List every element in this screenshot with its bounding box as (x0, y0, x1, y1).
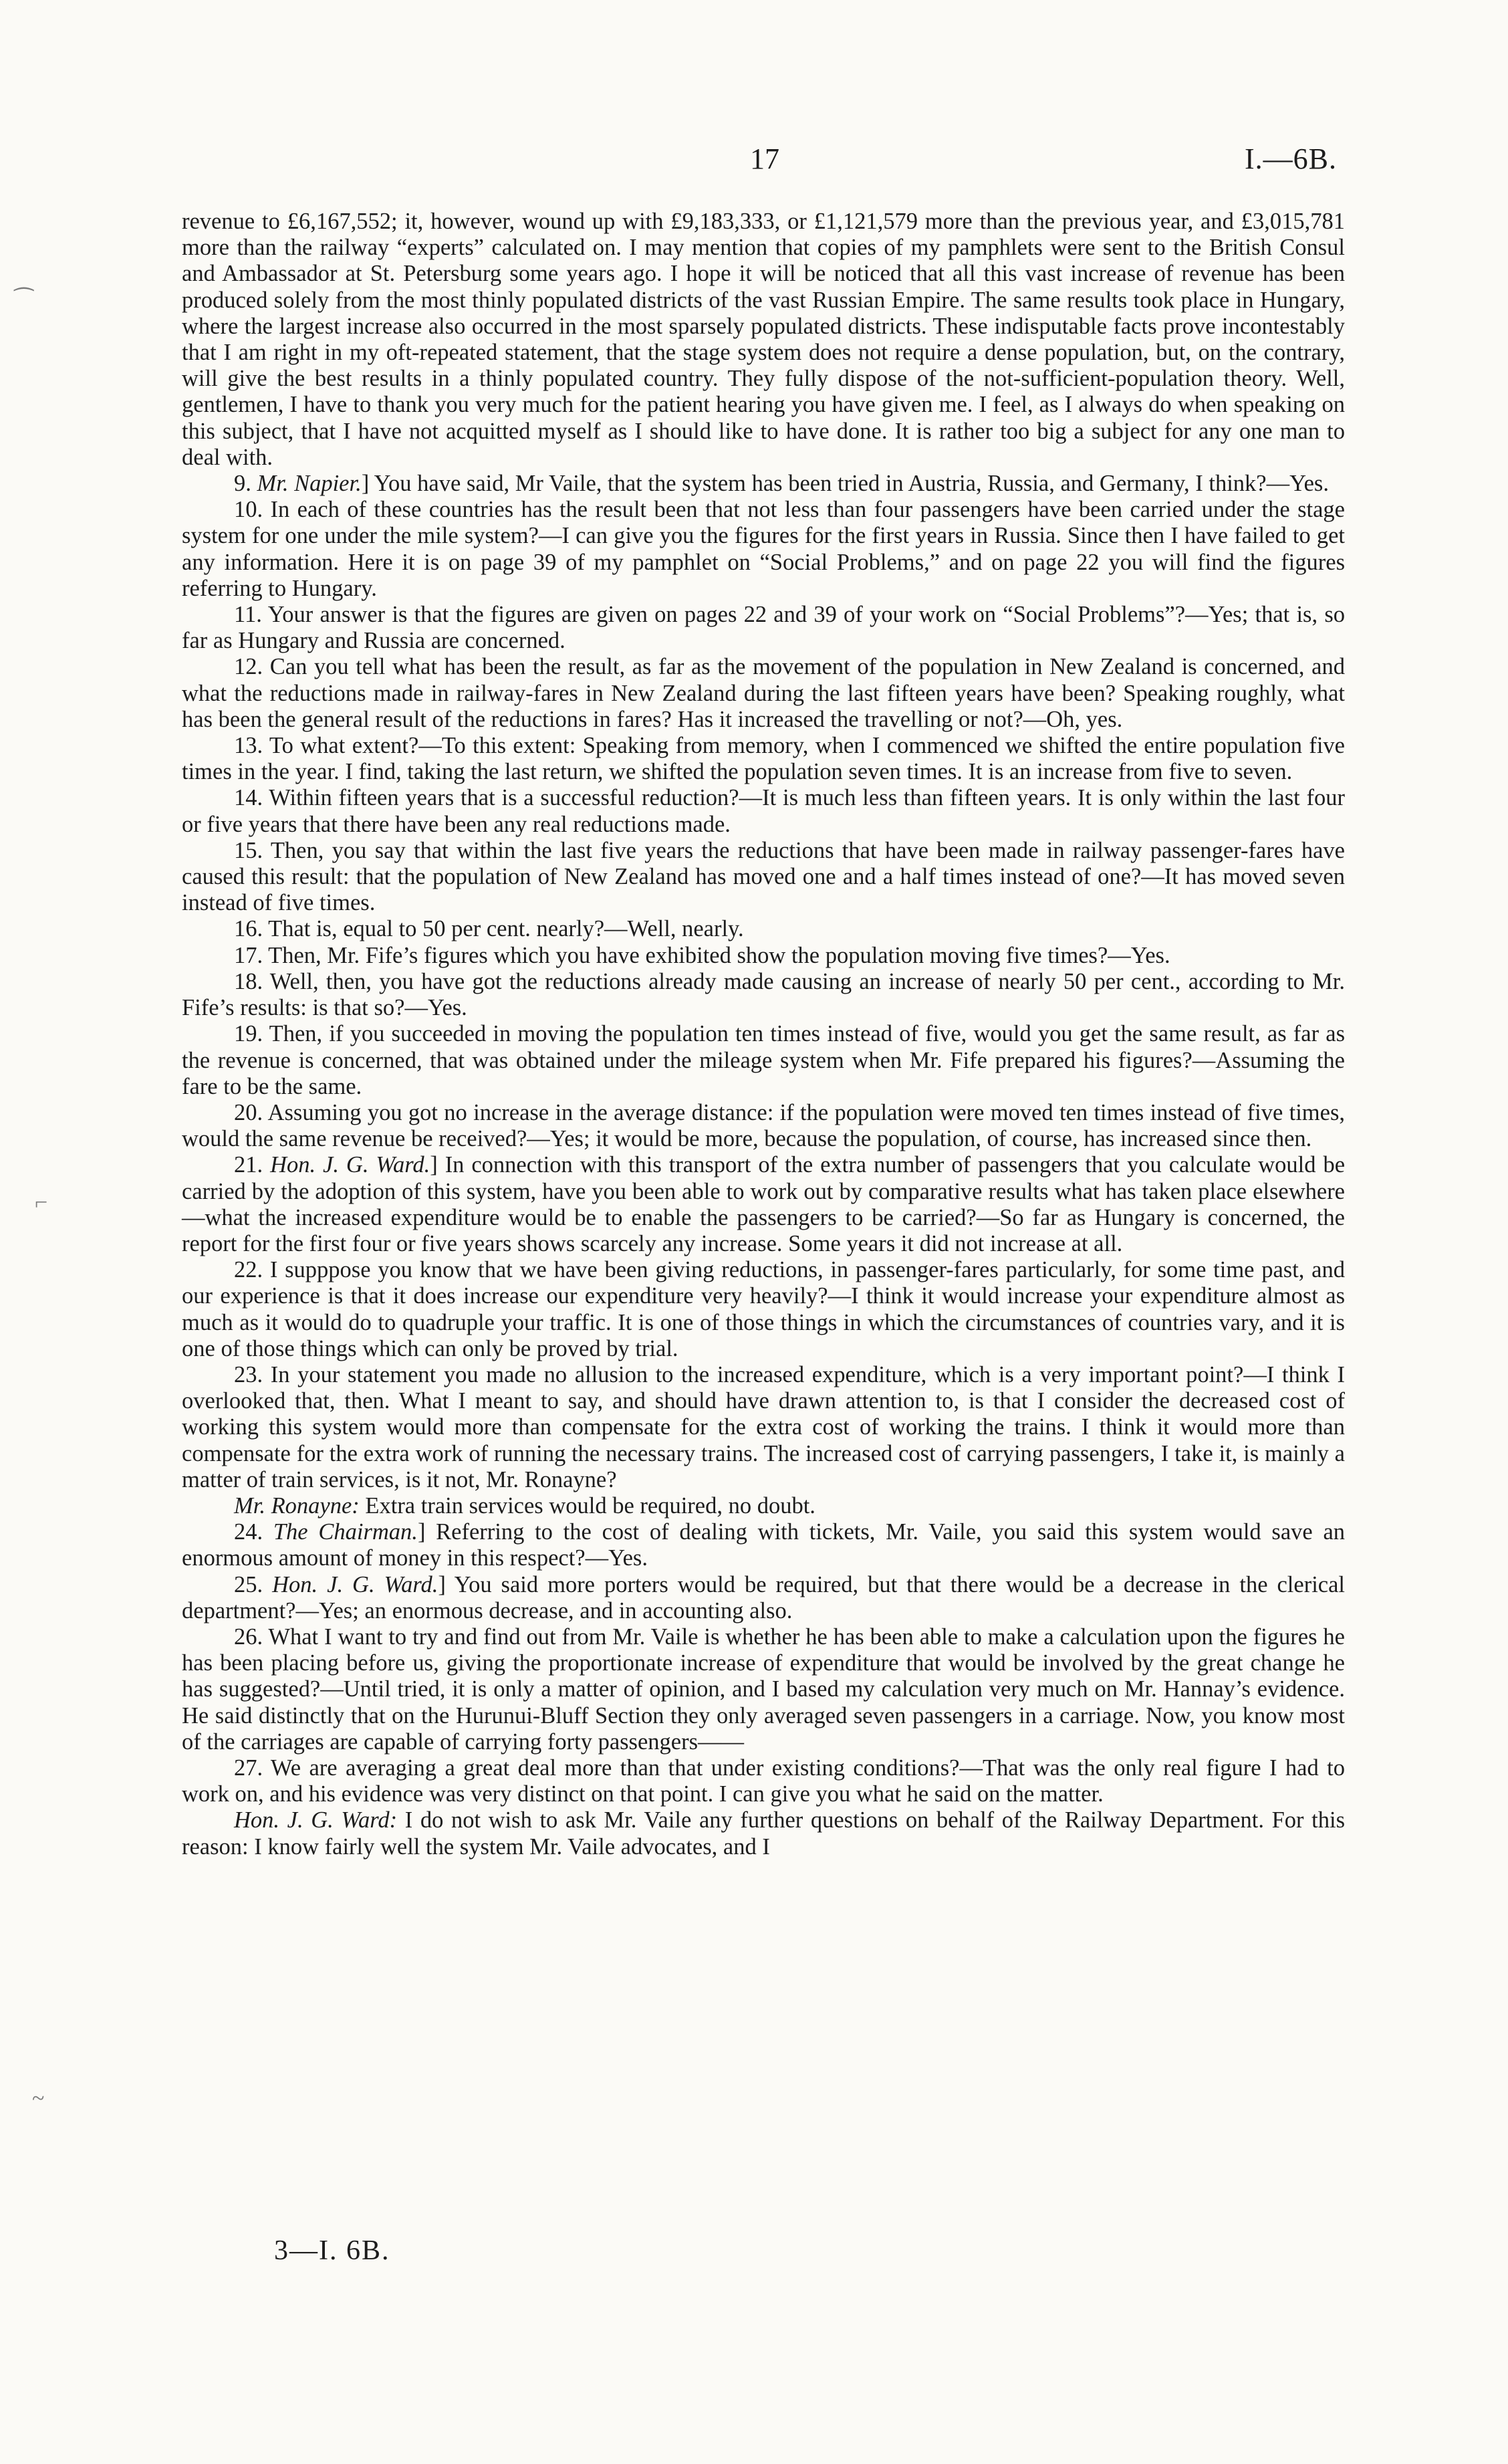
paragraph (182, 1152, 1345, 1257)
page-header (0, 142, 1508, 182)
paragraph-text: 10. In each of these countries has the result been that not less than four passengers have been carried under the stage system for one under the mile system?—I can give you the figures for the first years in Russia. Since then I have failed to get any information. Here it is on page 39 of my pamphlet on “Social Problems,” and on page 22 you will find the figures referring to Hungary. (182, 497, 1345, 601)
paragraph-text: 16. That is, equal to 50 per cent. nearly?—Well, nearly. (234, 916, 744, 942)
paragraph-text: 18. Well, then, you have got the reductions already made causing an increase of nearly 50 per cent., according to Mr. Fife’s results: is that so?—Yes. (182, 968, 1345, 1021)
series-code: I.—6B. (1245, 142, 1337, 175)
paragraph-text: 15. Then, you say that within the last five years the reductions that have been made in railway passenger-fares have caused this result: that the population of New Zealand has moved one and a half times instead of one?—It has moved seven instead of five times. (182, 837, 1345, 916)
paragraph (182, 1100, 1345, 1152)
margin-pencil-mark: ~ (32, 2086, 45, 2111)
paragraph (182, 1519, 1345, 1571)
paragraph (182, 1807, 1345, 1860)
paragraph-text: I do not wish to ask Mr. Vaile any further questions on behalf of the Railway Department. For this reason: I know fairly well the system Mr. Vaile advocates, and I (182, 1807, 1345, 1860)
paragraph-text: 22. I supppose you know that we have been giving reductions, in passenger-fares particularly, for some time past, and our experience is that it does increase our expenditure very heavily?—I think it would increase your expenditure almost as much as it would do to quadruple your traffic. It is one of those things in which the circumstances of countries vary, and it is one of those things which can only be proved by trial. (182, 1257, 1345, 1361)
paragraph-text: 25. (234, 1571, 273, 1597)
paragraph (182, 1755, 1345, 1807)
paragraph-text: 14. Within fifteen years that is a successful reduction?—It is much less than fifteen years. It is only within the last four or five years that there have been any real reductions made. (182, 785, 1345, 837)
paragraph (182, 602, 1345, 654)
paragraph-text: ] You said more porters would be required, but that there would be a decrease in the clerical department?—Yes; an enormous decrease, and in accounting also. (182, 1571, 1345, 1623)
paragraph (182, 969, 1345, 1021)
paragraph-text: 17. Then, Mr. Fife’s figures which you have exhibited show the population moving five times?—Yes. (234, 942, 1170, 968)
paragraph (182, 943, 1345, 969)
paragraph (182, 1362, 1345, 1493)
margin-pencil-mark: ⁀ (15, 289, 33, 314)
paragraph (182, 1624, 1345, 1755)
paragraph (182, 497, 1345, 602)
speaker-name: The Chairman. (273, 1519, 418, 1545)
paragraph-text: 23. In your statement you made no allusion to the increased expenditure, which is a very important point?—I think I overlooked that, then. What I meant to say, and should have drawn attention to, is that I consider the decreased cost of working this system would more than compensate for the extra cost of working the trains. I think it would more than compensate for the extra work of running the necessary trains. The increased cost of carrying passengers, I take it, is mainly a matter of train services, is it not, Mr. Ronayne? (182, 1361, 1345, 1492)
paragraph (182, 785, 1345, 837)
paragraph (182, 1021, 1345, 1100)
paragraph (182, 209, 1345, 471)
paragraph-text: 9. (234, 471, 257, 497)
paragraph-text: 26. What I want to try and find out from Mr. Vaile is whether he has been able to make a calculation upon the figures he has been placing before us, giving the proportionate increase of expenditure that would be involved by the great change he has suggested?—Until tried, it is only a matter of opinion, and I based my calculation very much on Mr. Hannay’s evidence. He said distinctly that on the Hurunui-Bluff Section they only averaged seven passengers in a carriage. Now, you know most of the carriages are capable of carrying forty passengers—— (182, 1623, 1345, 1755)
margin-pencil-mark: ⌐ (35, 1190, 48, 1215)
paragraph (182, 654, 1345, 733)
speaker-name: Hon. J. G. Ward. (272, 1571, 438, 1597)
paragraph-text: 12. Can you tell what has been the result, as far as the movement of the population in New Zealand is concerned, and what the reductions made in railway-fares in New Zealand during the last fifteen years have been? Speaking roughly, what has been the general result of the reductions in fares? Has it increased the travelling or not?—Oh, yes. (182, 654, 1345, 732)
paragraph-text: ] You have said, Mr Vaile, that the system has been tried in Austria, Russia, and Germany, I think?—Yes. (361, 471, 1329, 497)
paragraph-text: ] In connection with this transport of the extra number of passengers that you calculate would be carried by the adoption of this system, have you been able to work out by comparative results what has taken place elsewhere—what the increased expenditure would be to enable the passengers to be carried?—So far as Hungary is concerned, the report for the first four or five years shows scarcely any increase. Some years it did not increase at all. (182, 1152, 1346, 1256)
paragraph-text: 19. Then, if you succeeded in moving the population ten times instead of five, would you get the same result, as far as the revenue is concerned, that was obtained under the mileage system when Mr. Fife prepared his figures?—Assuming the fare to be the same. (182, 1021, 1345, 1099)
paragraph (182, 1572, 1345, 1624)
paragraph (182, 1257, 1345, 1362)
paragraph (182, 838, 1345, 917)
signature-mark: 3—I. 6B. (274, 2235, 390, 2266)
page-number: 17 (750, 142, 779, 175)
paragraph-text: Extra train services would be required, no doubt. (359, 1492, 815, 1519)
paragraph-text: 21. (234, 1152, 271, 1178)
speaker-name: Hon. J. G. Ward: (234, 1807, 398, 1833)
paragraph (182, 733, 1345, 785)
paragraph (182, 1493, 1345, 1519)
paragraph (182, 916, 1345, 942)
paragraph-text: ] Referring to the cost of dealing with tickets, Mr. Vaile, you said this system would save an enormous amount of money in this respect?—Yes. (182, 1519, 1346, 1571)
evidence-text (182, 209, 1345, 1860)
paragraph-text: revenue to £6,167,552; it, however, wound up with £9,183,333, or £1,121,579 more than the previous year, and £3,015,781 more than the railway “experts” calculated on. I may mention that copies of my pamphlets were sent to the British Consul and Ambassador at St. Petersburg some years ago. I hope it will be noticed that all this vast increase of revenue has been produced solely from the most thinly populated districts of the vast Russian Empire. The same results took place in Hungary, where the largest increase also occurred in the most sparsely populated districts. These indisputable facts prove incontestably that I am right in my oft-repeated statement, that the stage system does not require a dense population, but, on the contrary, will give the best results in a thinly populated country. They fully dispose of the not-sufficient-population theory. Well, gentlemen, I have to thank you very much for the patient hearing you have given me. I feel, as I always do when speaking on this subject, that I have not acquitted myself as I should like to have done. It is rather too big a subject for any one man to deal with. (182, 209, 1345, 470)
speaker-name: Mr. Napier. (257, 471, 362, 497)
paragraph-text: 27. We are averaging a great deal more than that under existing conditions?—That was the only real figure I had to work on, and his evidence was very distinct on that point. I can give you what he said on the matter. (182, 1755, 1345, 1807)
speaker-name: Mr. Ronayne: (234, 1492, 360, 1519)
speaker-name: Hon. J. G. Ward. (270, 1152, 430, 1178)
paragraph-text: 20. Assuming you got no increase in the average distance: if the population were moved ten times instead of five times, would the same revenue be received?—Yes; it would be more, because the population, of course, has increased since then. (182, 1099, 1345, 1152)
paragraph-text: 24. (234, 1519, 273, 1545)
paragraph (182, 471, 1345, 497)
paragraph-text: 11. Your answer is that the figures are given on pages 22 and 39 of your work on “Social Problems”?—Yes; that is, so far as Hungary and Russia are concerned. (182, 602, 1345, 654)
paragraph-text: 13. To what extent?—To this extent: Speaking from memory, when I commenced we shifted the entire population five times in the year. I find, taking the last return, we shifted the population seven times. It is an increase from five to seven. (182, 733, 1345, 785)
